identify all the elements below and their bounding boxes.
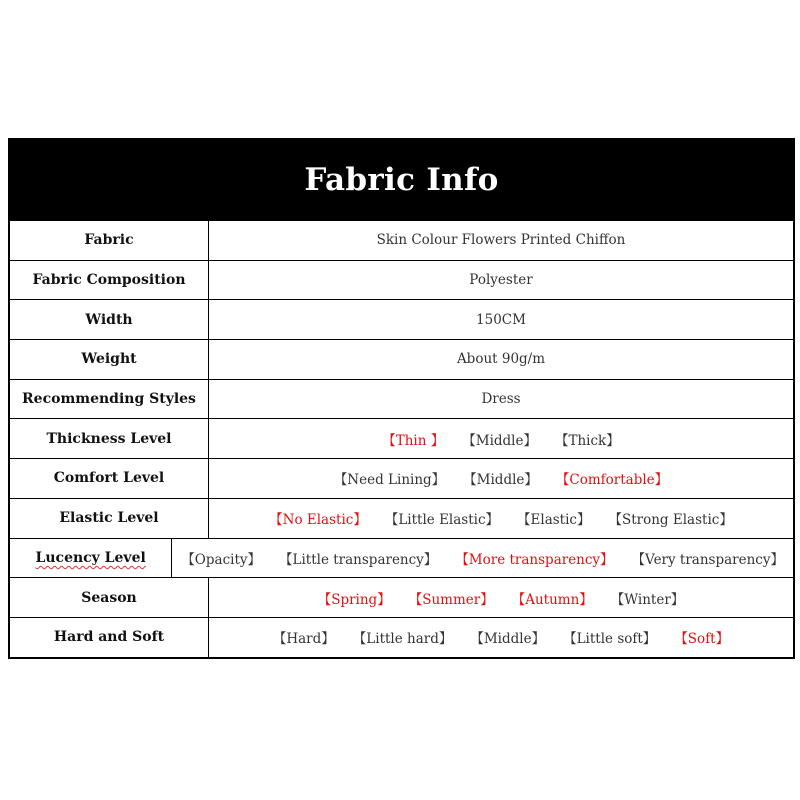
row-label: Elastic Level [10,499,209,538]
row-label: Weight [10,340,209,379]
row-season [10,577,793,617]
row-thickness-level [10,418,793,458]
option-very-transparency: 【Very transparency】 [631,551,784,568]
option-little-hard: 【Little hard】 [352,631,453,648]
option-group [209,499,793,538]
option-middle: 【Middle】 [462,432,537,449]
row-fabric [10,220,793,260]
row-hard-and-soft [10,617,793,657]
row-lucency-level [10,538,793,578]
row-elastic-level [10,498,793,538]
option-spring: 【Spring】 [317,591,391,608]
option-elastic: 【Elastic】 [517,512,591,529]
table-title: Fabric Info [10,140,793,220]
row-label: Fabric Composition [10,261,209,300]
option-little-elastic: 【Little Elastic】 [384,512,500,529]
option-summer: 【Summer】 [408,591,494,608]
row-value: Skin Colour Flowers Printed Chiffon [376,232,626,249]
option-comfortable: 【Comfortable】 [555,472,669,489]
fabric-info-table [8,138,795,659]
option-little-soft: 【Little soft】 [563,631,657,648]
row-weight [10,339,793,379]
option-middle: 【Middle】 [463,472,538,489]
row-width [10,299,793,339]
row-label: Season [10,578,209,617]
row-label-text: Lucency Level [35,549,146,566]
option-thin: 【Thin 】 [382,432,445,449]
row-recommending-styles [10,379,793,419]
option-strong-elastic: 【Strong Elastic】 [608,512,733,529]
row-label: Width [10,300,209,339]
row-label: Fabric [10,221,209,260]
row-label: Hard and Soft [10,618,209,657]
row-comfort-level [10,458,793,498]
option-group [209,459,793,498]
row-label [10,539,172,578]
option-middle: 【Middle】 [470,631,546,648]
row-value: Polyester [469,272,533,289]
row-fabric-composition [10,260,793,300]
option-group [209,419,793,458]
option-group [172,539,793,578]
row-value: 150CM [476,311,526,328]
option-opacity: 【Opacity】 [181,551,262,568]
option-group [209,618,793,657]
row-value: About 90g/m [456,351,546,368]
option-more-transparency: 【More transparency】 [455,551,614,568]
option-need-lining: 【Need Lining】 [333,472,446,489]
option-little-transparency: 【Little transparency】 [279,551,438,568]
option-hard: 【Hard】 [272,631,335,648]
row-label: Recommending Styles [10,380,209,419]
option-autumn: 【Autumn】 [511,591,593,608]
option-group [209,578,793,617]
option-thick: 【Thick】 [554,432,620,449]
option-soft: 【Soft】 [674,631,730,648]
row-label: Thickness Level [10,419,209,458]
row-value: Dress [481,391,521,408]
row-label: Comfort Level [10,459,209,498]
option-no-elastic: 【No Elastic】 [269,512,367,529]
option-winter: 【Winter】 [610,591,685,608]
